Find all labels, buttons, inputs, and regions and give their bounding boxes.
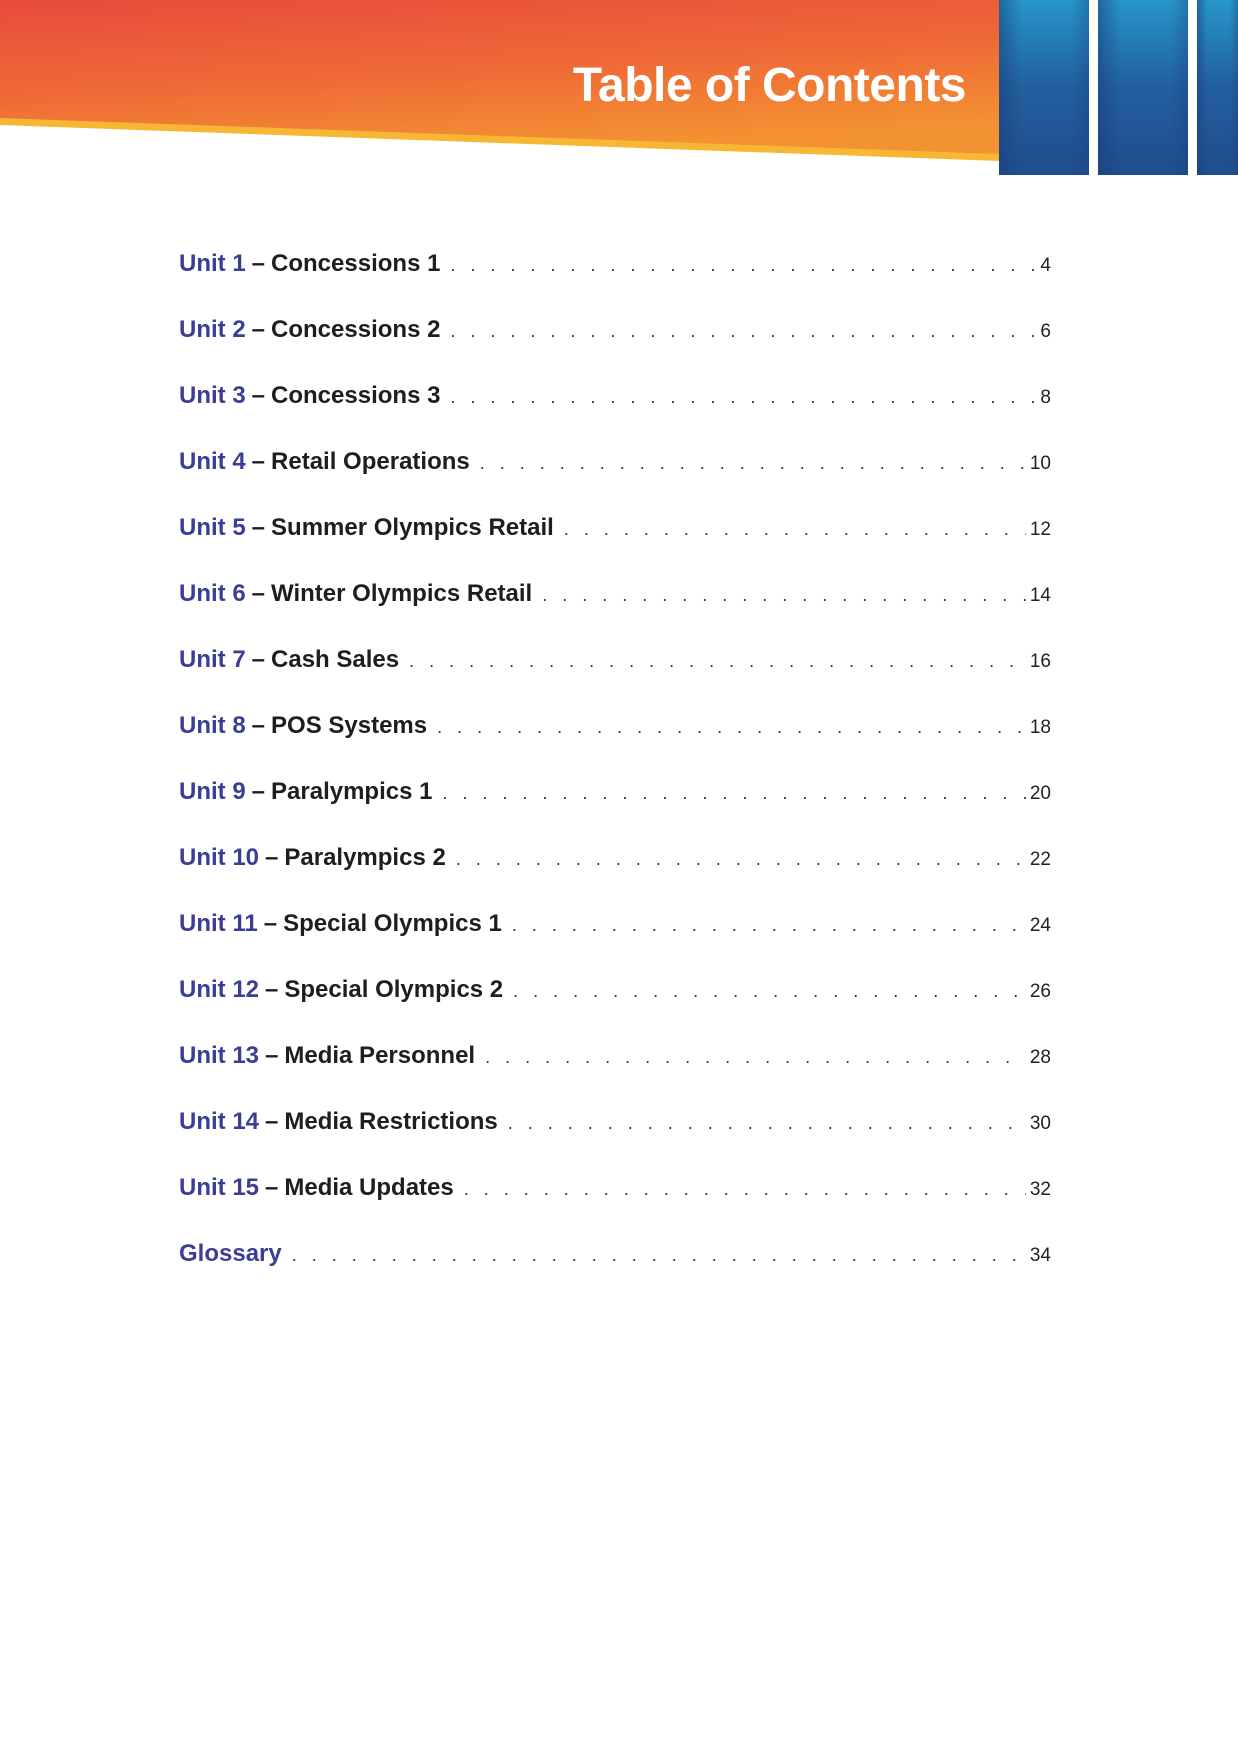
unit-title: Concessions 1 [271,250,441,277]
separator: – [251,646,266,673]
page-title: Table of Contents [572,59,966,112]
unit-title: Media Personnel [284,1042,476,1069]
dot-leader [564,519,1026,540]
unit-title: Retail Operations [271,448,470,475]
dot-leader [450,255,1036,276]
table-of-contents [179,250,1051,1306]
unit-label: Unit 10 [179,844,260,871]
separator: – [265,976,279,1003]
page-number: 6 [1040,321,1051,342]
toc-entry-unit-4[interactable] [179,448,1051,514]
dot-leader [409,651,1026,672]
unit-label: Unit 9 [179,778,246,805]
unit-title: Cash Sales [271,646,400,673]
toc-entry-unit-13[interactable] [179,1042,1051,1108]
page-number: 8 [1040,387,1051,408]
unit-title: Concessions 2 [271,316,441,343]
separator: – [251,712,266,739]
unit-label: Unit 6 [179,580,246,607]
unit-label: Unit 2 [179,316,246,343]
dot-leader [513,981,1026,1002]
page-number: 22 [1029,849,1051,870]
unit-title: Special Olympics 2 [284,976,504,1003]
toc-entry-unit-14[interactable] [179,1108,1051,1174]
dot-leader [512,915,1026,936]
dot-leader [450,321,1036,342]
toc-entry-unit-7[interactable] [179,646,1051,712]
dot-leader [450,387,1036,408]
dot-leader [508,1113,1026,1134]
toc-entry-unit-5[interactable] [179,514,1051,580]
unit-label: Unit 1 [179,250,246,277]
separator: – [251,448,266,475]
toc-entry-unit-10[interactable] [179,844,1051,910]
page-number: 28 [1029,1047,1051,1068]
separator: – [251,382,266,409]
unit-label: Unit 15 [179,1174,260,1201]
toc-entry-unit-11[interactable] [179,910,1051,976]
page-number: 4 [1040,255,1051,276]
unit-label: Unit 14 [179,1108,260,1135]
unit-label: Unit 3 [179,382,246,409]
toc-entry-unit-9[interactable] [179,778,1051,844]
page-number: 30 [1029,1113,1051,1134]
dot-leader [456,849,1026,870]
unit-title: Special Olympics 1 [283,910,502,937]
page-number: 16 [1029,651,1051,672]
dot-leader [542,585,1026,606]
header-banner [0,0,1238,180]
page-number: 12 [1029,519,1051,540]
page-number: 34 [1029,1245,1051,1266]
unit-label: Unit 5 [179,514,246,541]
page-number: 18 [1029,717,1051,738]
glossary-label: Glossary [179,1240,282,1267]
separator: – [251,580,266,607]
dot-leader [464,1179,1026,1200]
unit-label: Unit 7 [179,646,246,673]
dot-leader [442,783,1025,804]
toc-entry-unit-6[interactable] [179,580,1051,646]
separator: – [251,316,266,343]
unit-title: Winter Olympics Retail [271,580,533,607]
page-number: 24 [1029,915,1051,936]
separator: – [263,910,278,937]
page-number: 10 [1029,453,1051,474]
header-blue-panels [999,0,1238,175]
page-number: 26 [1029,981,1051,1002]
unit-label: Unit 13 [179,1042,260,1069]
unit-title: Concessions 3 [271,382,441,409]
page-number: 14 [1029,585,1051,606]
dot-leader [485,1047,1026,1068]
separator: – [251,778,266,805]
toc-entry-glossary[interactable] [179,1240,1051,1306]
separator: – [251,514,266,541]
toc-entry-unit-3[interactable] [179,382,1051,448]
toc-entry-unit-15[interactable] [179,1174,1051,1240]
unit-title: POS Systems [271,712,428,739]
page-number: 32 [1029,1179,1051,1200]
unit-title: Media Updates [284,1174,454,1201]
separator: – [265,1108,279,1135]
dot-leader [437,717,1026,738]
toc-entry-unit-8[interactable] [179,712,1051,778]
unit-label: Unit 12 [179,976,260,1003]
toc-entry-unit-2[interactable] [179,316,1051,382]
unit-title: Paralympics 2 [284,844,446,871]
unit-title: Media Restrictions [284,1108,498,1135]
unit-label: Unit 11 [179,910,258,937]
unit-title: Summer Olympics Retail [271,514,554,541]
dot-leader [292,1245,1026,1266]
page-number: 20 [1029,783,1051,804]
toc-entry-unit-1[interactable] [179,250,1051,316]
separator: – [265,844,279,871]
unit-label: Unit 8 [179,712,246,739]
toc-entry-unit-12[interactable] [179,976,1051,1042]
separator: – [265,1042,279,1069]
separator: – [251,250,266,277]
unit-label: Unit 4 [179,448,246,475]
dot-leader [480,453,1026,474]
unit-title: Paralympics 1 [271,778,433,805]
separator: – [265,1174,279,1201]
